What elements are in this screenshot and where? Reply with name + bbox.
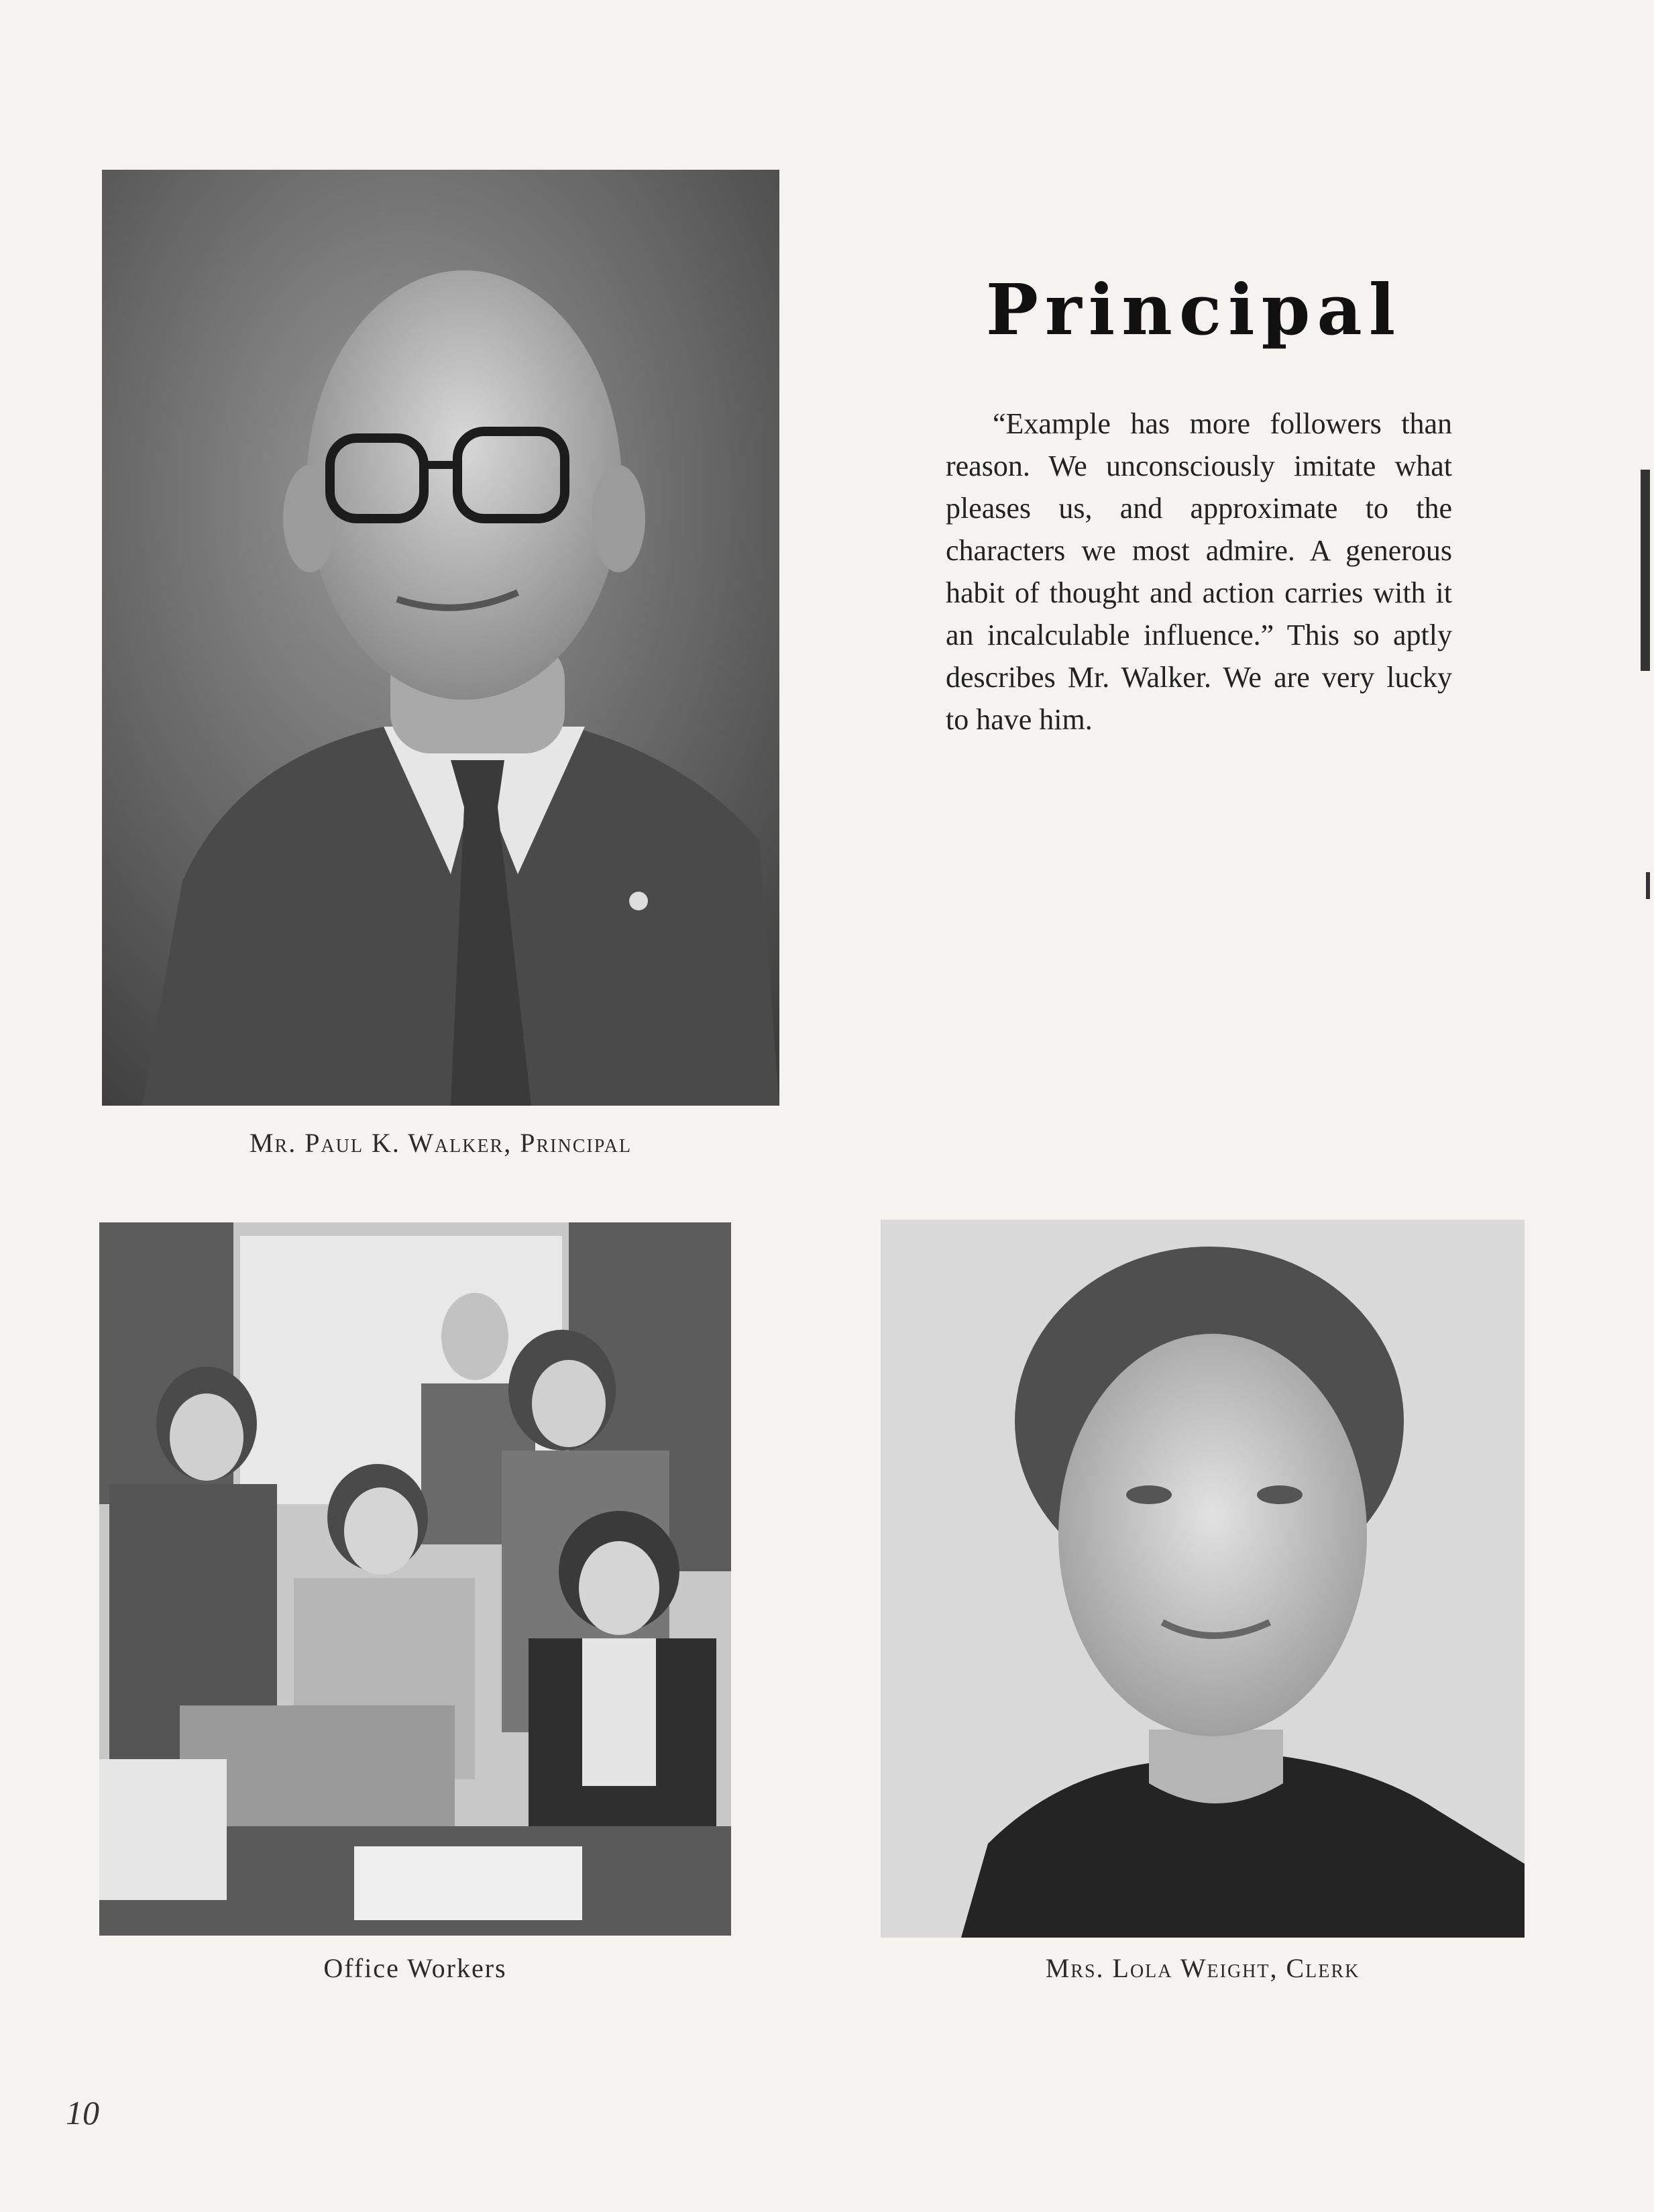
page-number: 10 — [66, 2094, 99, 2131]
scan-edge-mark — [1641, 470, 1650, 671]
clerk-caption: Mrs. Lola Weight, Clerk — [1045, 1953, 1360, 1983]
office-workers-image — [99, 1222, 731, 1936]
scan-edge-mark — [1646, 872, 1650, 899]
clerk-portrait-image — [881, 1220, 1525, 1938]
page-title: Principal — [985, 268, 1402, 351]
principal-portrait-image — [102, 170, 779, 1106]
office-workers-caption: Office Workers — [323, 1953, 507, 1983]
principal-photo — [102, 170, 779, 1106]
principal-caption: Mr. Paul K. Walker, Principal — [249, 1128, 632, 1158]
office-workers-photo — [99, 1222, 731, 1936]
principal-quote: “Example has more followers than reason. We unconsciously imitate what pleases us, and approximate to the characters we most admire. A generous habit of thought and action carries with it an incalculable influence.” This so aptly describes Mr. Walker. We are very lucky to have him. — [946, 407, 1452, 736]
clerk-photo — [881, 1220, 1525, 1938]
